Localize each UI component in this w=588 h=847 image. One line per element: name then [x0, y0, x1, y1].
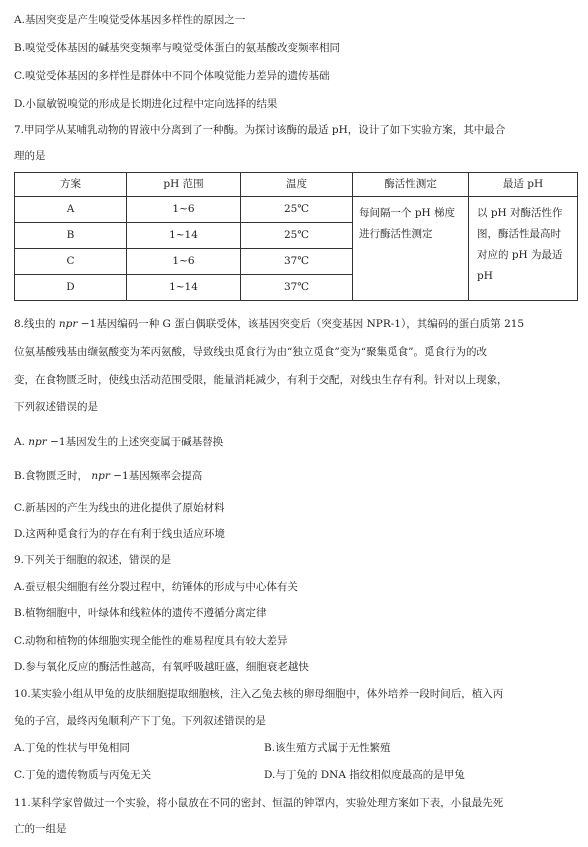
cell-plan: C	[15, 249, 127, 275]
q6-option-a: A.基因突变是产生嗅觉受体基因多样性的原因之一	[14, 14, 246, 26]
cell-temp: 37℃	[241, 275, 353, 301]
gene-symbol: npr	[91, 470, 110, 482]
q6-option-b: B.嗅觉受体基因的碱基突变频率与嗅觉受体蛋白的氨基酸改变频率相同	[14, 42, 341, 54]
q9-stem: 9.下列关于细胞的叙述，错误的是	[14, 554, 172, 566]
q11-stem-line-2: 亡的一组是	[14, 823, 67, 835]
q10-stem-line-2: 兔的子宫，最终丙兔顺利产下丁兔。下列叙述错误的是	[14, 715, 266, 727]
cell-temp: 25℃	[241, 197, 353, 223]
q8b-text: B.食物匮乏时，	[14, 470, 92, 482]
q9-option-a: A.蚕豆根尖细胞有丝分裂过程中，纺锤体的形成与中心体有关	[14, 581, 298, 593]
header-plan: 方案	[15, 173, 127, 197]
q8-text: 8.线虫的	[14, 318, 59, 330]
cell-temp: 25℃	[241, 223, 353, 249]
q8a-text: A.	[14, 436, 29, 448]
q9-option-c: C.动物和植物的体细胞实现全能性的难易程度具有较大差异	[14, 635, 288, 647]
header-activity: 酶活性测定	[353, 173, 469, 197]
q8-stem-line-2: 位氨基酸残基由缬氨酸变为苯丙氨酸，导致线虫觅食行为由“独立觅食”变为“聚集觅食”。觅食行为的改	[14, 346, 487, 358]
q9-option-b: B.植物细胞中，叶绿体和线粒体的遗传不遵循分离定律	[14, 607, 267, 619]
q10-option-b: B.该生殖方式属于无性繁殖	[264, 742, 391, 754]
q8-option-c: C.新基因的产生为线虫的进化提供了原始材料	[14, 502, 225, 514]
q8-option-a	[14, 436, 576, 449]
experiment-table	[14, 172, 578, 301]
q8-stem-line-4: 下列叙述错误的是	[14, 401, 98, 413]
header-temperature: 温度	[241, 173, 353, 197]
cell-plan: B	[15, 223, 127, 249]
cell-ph: 1~6	[127, 249, 241, 275]
q10-stem-line-1: 10.某实验小组从甲兔的皮肤细胞提取细胞核，注入乙兔去核的卵母细胞中，体外培养一段时间后，植入丙	[14, 688, 504, 700]
q8-option-d: D.这两种觅食行为的存在有利于线虫适应环境	[14, 528, 225, 540]
q9-option-d: D.参与氧化反应的酶活性越高，有氧呼吸越旺盛，细胞衰老越快	[14, 661, 309, 673]
q8-stem-line-1	[14, 318, 576, 331]
cell-ph: 1~6	[127, 197, 241, 223]
gene-symbol: npr	[28, 436, 47, 448]
cell-plan: D	[15, 275, 127, 301]
q10-option-d: D.与丁兔的 DNA 指纹相似度最高的是甲兔	[264, 769, 465, 781]
gene-symbol: npr	[58, 318, 78, 330]
q6-option-d: D.小鼠敏锐嗅觉的形成是长期进化过程中定向选择的结果	[14, 98, 278, 110]
cell-temp: 37℃	[241, 249, 353, 275]
q8a-text: −1基因发生的上述突变属于碱基替换	[46, 436, 224, 448]
q8-text: −1基因编码一种 G 蛋白偶联受体，该基因突变后（突变基因 NPR-1），其编码的蛋白质第 215	[77, 318, 525, 330]
cell-activity-method: 每间隔一个 pH 梯度进行酶活性测定	[353, 197, 469, 301]
q8b-text: −1基因频率会提高	[109, 470, 203, 482]
q10-option-c: C.丁兔的遗传物质与丙兔无关	[14, 769, 151, 781]
q8-option-b	[14, 470, 576, 483]
cell-ph: 1~14	[127, 275, 241, 301]
cell-ph: 1~14	[127, 223, 241, 249]
q11-stem-line-1: 11.某科学家曾做过一个实验，将小鼠放在不同的密封、恒温的钟罩内，实验处理方案如下表，小鼠最先死	[14, 797, 504, 809]
q6-option-c: C.嗅觉受体基因的多样性是群体中不同个体嗅觉能力差异的遗传基础	[14, 70, 330, 82]
q7-stem-line-1: 7.甲同学从某哺乳动物的胃液中分离到了一种酶。为探讨该酶的最适 pH，设计了如下实验方案，其中最合	[14, 124, 506, 136]
q10-option-a: A.丁兔的性状与甲兔相同	[14, 742, 130, 754]
table-header-row	[15, 173, 578, 197]
q8-stem-line-3: 变，在食物匮乏时，使线虫活动范围受限，能量消耗减少，有利于交配，对线虫生存有利。针对以上现象，	[14, 374, 508, 386]
cell-plan: A	[15, 197, 127, 223]
header-ph-range: pH 范围	[127, 173, 241, 197]
header-optimal-ph: 最适 pH	[469, 173, 578, 197]
table-row	[15, 197, 578, 223]
q7-stem-line-2: 理的是	[14, 150, 46, 162]
cell-optimal-method: 以 pH 对酶活性作图，酶活性最高时对应的 pH 为最适 pH	[469, 197, 578, 301]
